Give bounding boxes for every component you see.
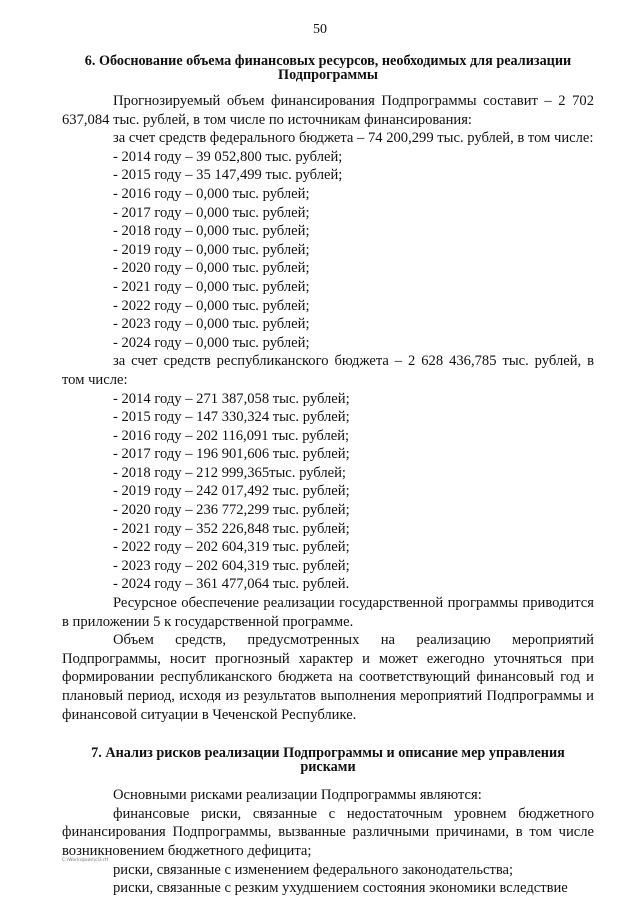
section-6-intro: Прогнозируемый объем финансирования Подпрограммы составит – 2 702 637,084 тыс. рублей, в том числе по источникам финансирования: [62, 93, 594, 128]
risk-legislation: риски, связанные с изменением федерального законодательства; [113, 861, 514, 878]
republic-item-2014: - 2014 году – 271 387,058 тыс. рублей; [113, 390, 350, 407]
page-content [62, 54, 594, 898]
republic-item-2019: - 2019 году – 242 017,492 тыс. рублей; [113, 483, 350, 500]
federal-item-2017: - 2017 году – 0,000 тыс. рублей; [113, 204, 310, 221]
federal-budget-intro: за счет средств федерального бюджета – 74 200,299 тыс. рублей, в том числе: [113, 130, 594, 147]
federal-item-2016: - 2016 году – 0,000 тыс. рублей; [113, 185, 310, 202]
federal-item-2014: - 2014 году – 39 052,800 тыс. рублей; [113, 148, 343, 165]
federal-item-2021: - 2021 году – 0,000 тыс. рублей; [113, 278, 310, 295]
republic-item-2021: - 2021 году – 352 226,848 тыс. рублей; [113, 520, 350, 537]
republic-item-2020: - 2020 году – 236 772,299 тыс. рублей; [113, 502, 350, 519]
republic-budget-intro: за счет средств республиканского бюджета – 2 628 436,785 тыс. рублей, в том числе: [62, 353, 594, 388]
federal-item-2018: - 2018 году – 0,000 тыс. рублей; [113, 223, 310, 240]
republic-budget-list [62, 390, 594, 595]
republic-item-2017: - 2017 году – 196 901,606 тыс. рублей; [113, 446, 350, 463]
republic-item-2023: - 2023 году – 202 604,319 тыс. рублей; [113, 557, 350, 574]
federal-item-2024: - 2024 году – 0,000 тыс. рублей; [113, 334, 310, 351]
federal-item-2015: - 2015 году – 35 147,499 тыс. рублей; [113, 167, 343, 184]
republic-item-2016: - 2016 году – 202 116,091 тыс. рублей; [113, 427, 350, 444]
risk-economy: риски, связанные с резким ухудшением состояния экономики вследствие [113, 880, 568, 897]
page-number: 50 [313, 22, 327, 37]
section-7-title: 7. Анализ рисков реализации Подпрограммы и описание мер управления рисками [91, 745, 565, 776]
federal-item-2020: - 2020 году – 0,000 тыс. рублей; [113, 260, 310, 277]
resource-paragraph: Ресурсное обеспечение реализации государственной программы приводится в приложении 5 к государственной программе. [62, 595, 594, 630]
federal-item-2019: - 2019 году – 0,000 тыс. рублей; [113, 241, 310, 258]
republic-item-2024: - 2024 году – 361 477,064 тыс. рублей. [113, 576, 350, 593]
section-7-intro: Основными рисками реализации Подпрограммы являются: [113, 787, 482, 804]
file-path-footer: C:\Work\файл\cl3.rtf [62, 858, 109, 863]
republic-item-2015: - 2015 году – 147 330,324 тыс. рублей; [113, 409, 350, 426]
republic-item-2022: - 2022 году – 202 604,319 тыс. рублей; [113, 539, 350, 556]
federal-item-2023: - 2023 году – 0,000 тыс. рублей; [113, 316, 310, 333]
federal-budget-list [62, 148, 594, 353]
volume-paragraph: Объем средств, предусмотренных на реализацию мероприятий Подпрограммы, носит прогнозный характер и может ежегодно уточняться при формировании республиканского бюджета на соответствующий финансовый год и плановый период, исходя из результатов выполнения мероприятий Подпрограммы и финансовой ситуации в Чеченской Республике. [62, 632, 594, 723]
federal-item-2022: - 2022 году – 0,000 тыс. рублей; [113, 297, 310, 314]
risk-financial: финансовые риски, связанные с недостаточным уровнем бюджетного финансирования Подпрограммы, вызванные различными причинами, в том числе возникновением бюджетного дефицита; [62, 805, 594, 859]
republic-item-2018: - 2018 году – 212 999,365тыс. рублей; [113, 464, 346, 481]
section-6-title: 6. Обоснование объема финансовых ресурсов, необходимых для реализации Подпрограммы [84, 53, 572, 83]
